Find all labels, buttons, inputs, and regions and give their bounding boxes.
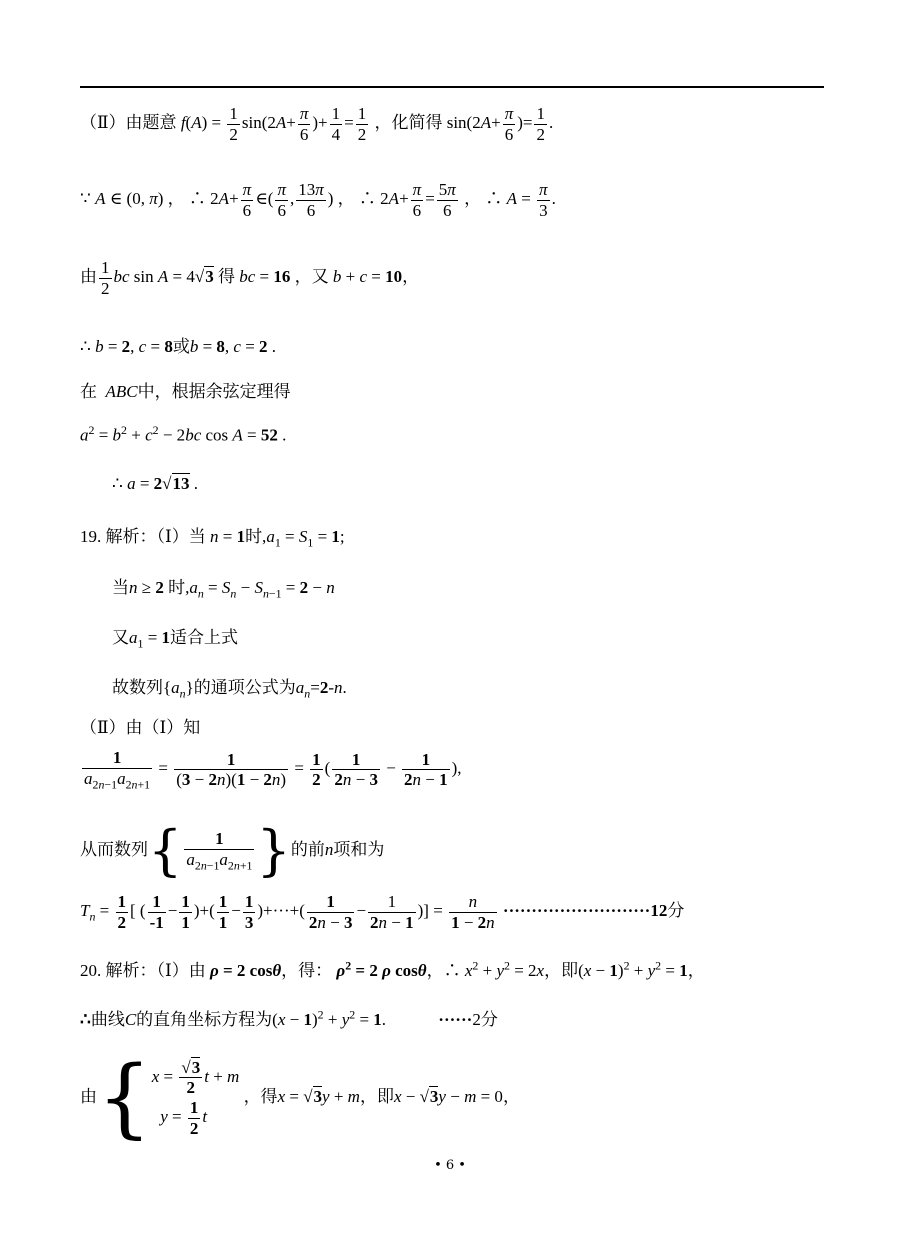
text: 得 bbox=[217, 266, 235, 286]
header-rule bbox=[80, 86, 824, 88]
text: . bbox=[548, 112, 554, 132]
text: ，即 bbox=[544, 961, 579, 980]
line-1: （Ⅱ）由题意 f(A) = $\frac{1}{2}$ sin(2A+ $\frac{\pi}{6}$ )+ $\frac{1}{4}$ = $\frac{1}{2}$ ，化简得 sin(2A+ $\frac{\pi}{6}$ )= $\frac{1}{2}$ . bbox=[80, 104, 554, 144]
text: ， bbox=[402, 266, 420, 286]
line-7: ∴ a = 2√13 . bbox=[112, 474, 199, 493]
line-8: 19. 解析：（Ⅰ）当 n = 1时$,a_1 = S_1 = 1$; bbox=[80, 527, 345, 550]
text: 曲线 bbox=[90, 1010, 125, 1029]
text: 的通项公式为 bbox=[193, 678, 296, 697]
text: ，化简得 bbox=[374, 112, 443, 132]
line-13: $\frac{1}{a_{2n-1}a_{2n+1}}$ = $\frac{1}{(3 - 2n)(1 - 2n)}$ = $\frac{1}{2}$ ( $\frac{1}{2n - 3}$ − $\frac{1}{2n - 1}$ ), bbox=[84, 748, 462, 791]
line-3: 由 $\frac{1}{2}$ bc sin A = 4√3 得 bc = 16 ，又 b + c = 10， bbox=[80, 258, 420, 298]
text: 12 bbox=[650, 900, 668, 920]
text: ABC bbox=[105, 382, 138, 401]
text: 时, bbox=[168, 578, 190, 597]
text: 从而数列 bbox=[80, 839, 148, 859]
text: （Ⅱ）由题意 bbox=[80, 112, 177, 132]
text: 或 bbox=[172, 337, 190, 356]
text: ，即 bbox=[359, 1086, 394, 1106]
line-16: 20. 解析：（Ⅰ）由 ρ = 2 cosθ，得： $\rho^2 = 2$ ρ cosθ，∴ $x^2 + y^2 = 2x$，即$(x - 1)^2 + y^2 = 1$， bbox=[80, 958, 705, 980]
text: 2 bbox=[472, 1010, 481, 1029]
text: 19. bbox=[80, 527, 102, 546]
text: ; bbox=[339, 527, 345, 546]
text: 20. bbox=[80, 961, 102, 980]
text: 分 bbox=[667, 900, 685, 920]
line-15: $T_n$ = $\frac{1}{2}$ [ ( $\frac{1}{-1}$ − $\frac{1}{1}$ )+( $\frac{1}{1}$ − $\frac{1}{3}$ )+···+( $\frac{1}{2n - 3}$ − $\frac{1}{2n - 1}$ )] = $\frac{n}{1 - 2n}$ ··························12分 bbox=[80, 892, 685, 932]
text: （Ⅱ）由（Ⅰ）知 bbox=[80, 718, 201, 737]
text: 时, bbox=[245, 527, 267, 546]
text: 适合上式 bbox=[170, 628, 239, 647]
line-18: 由{ x = $\frac{√3}{2}$ t + m y = $\frac{1}{2}$ t ，得x = √3y + m，即x − √3y − m = 0， bbox=[80, 1048, 520, 1148]
text: 故数列 bbox=[112, 678, 163, 697]
text: 的前 bbox=[290, 839, 325, 859]
text: 由 bbox=[80, 266, 97, 286]
line-5 bbox=[80, 377, 291, 402]
text: 的直角坐标方程为 bbox=[136, 1010, 273, 1029]
line-2: ∵ A ∈ (0, π) ， ∴ 2A+ $\frac{\pi}{6}$ ∈( $\frac{\pi}{6}$ , $\frac{13\pi}{6}$ ) ， ∴ 2A+ $\frac{\pi}{6}$ = $\frac{5\pi}{6}$ ， ∴ A = $\frac{\pi}{3}$ . bbox=[80, 180, 556, 220]
text: 由 bbox=[80, 1086, 97, 1106]
text: ，得 bbox=[243, 1086, 278, 1106]
line-12 bbox=[80, 713, 200, 738]
text: ， bbox=[426, 961, 444, 980]
page-number: • 6 • bbox=[434, 1158, 466, 1173]
text: 中，根据余弦定理得 bbox=[137, 382, 291, 401]
line-4: ∴ b = 2, c = 8或b = 8, c = 2 . bbox=[80, 337, 277, 356]
text: ， bbox=[502, 1086, 520, 1106]
text: ，又 bbox=[294, 266, 329, 286]
text: 解析：（Ⅰ）由 bbox=[105, 961, 206, 980]
line-17: ∴曲线C的直角坐标方程为$(x - 1)^2 + y^2 = 1$. ······2分 bbox=[80, 1007, 498, 1029]
text: 当 bbox=[112, 578, 129, 597]
text: 解析：（Ⅰ）当 bbox=[105, 527, 206, 546]
line-14: 从而数列{ $\frac{1}{a_{2n-1}a_{2n+1}}$ }的前n项和为 bbox=[80, 819, 385, 882]
text: 分 bbox=[480, 1010, 498, 1029]
line-9: 当n ≥ 2 时$,a_n = S_n - S_{n-1} = 2 - n$ bbox=[112, 578, 335, 601]
line-6: $a^2 = b^2 + c^2 - 2bc$ cos A = 52 . bbox=[80, 423, 287, 445]
line-11: 故数列$\{a_n\}$的通项公式为$a_n=2-n$. bbox=[112, 678, 347, 701]
text: ，得： bbox=[281, 961, 333, 980]
text: ， bbox=[687, 961, 705, 980]
text: 项和为 bbox=[333, 839, 385, 859]
text: 又 bbox=[112, 628, 129, 647]
text: 在 bbox=[80, 382, 97, 401]
line-10: 又$a_1 = 1$适合上式 bbox=[112, 628, 239, 651]
